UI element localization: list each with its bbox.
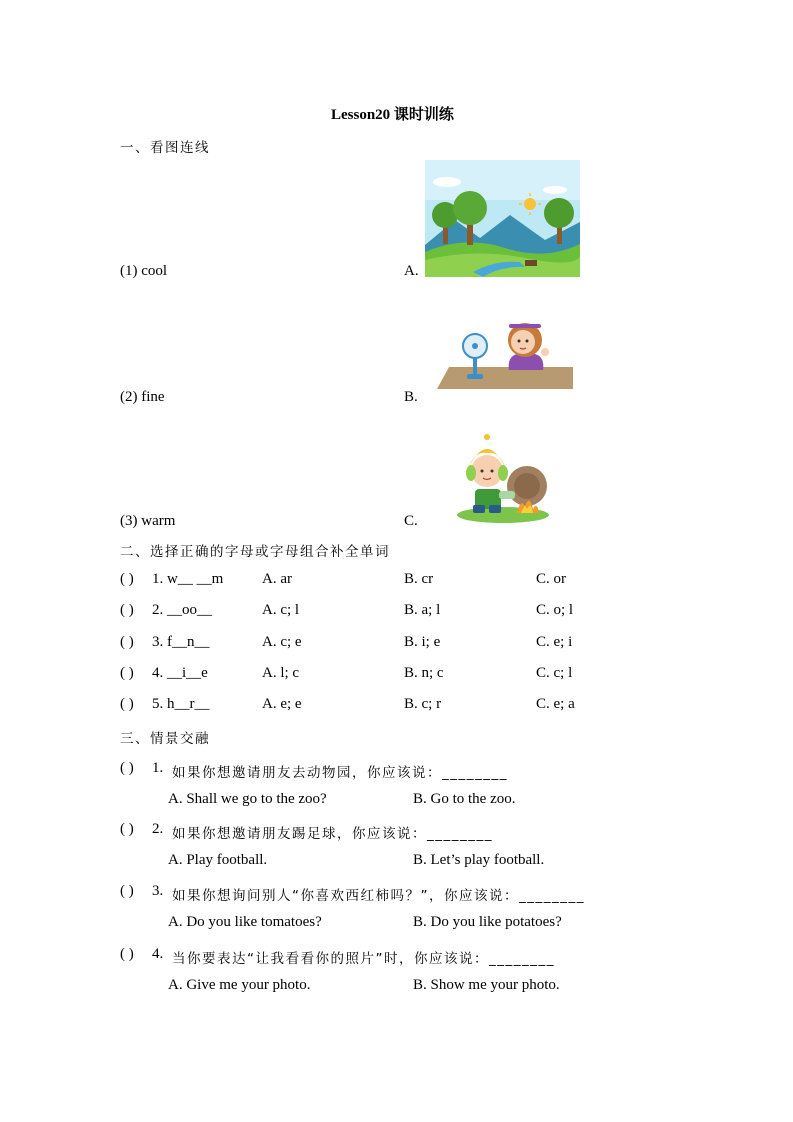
answer-bracket[interactable]: ( ) [120,760,134,776]
question-text: 3. f__n__ [152,634,210,650]
question-text: 1. w__ __m [152,571,224,587]
question-text: 如果你想询问别人“你喜欢西红柿吗？”，你应该说：________ [172,888,585,904]
question-text: 4. __i__e [152,665,208,681]
question-text: 如果你想邀请朋友去动物园，你应该说：________ [172,765,508,781]
answer-bracket[interactable]: ( ) [120,602,134,618]
answer-bracket[interactable]: ( ) [120,665,134,681]
option-a: A. Give me your photo. [168,977,311,993]
option-c: C. or [536,571,566,587]
match-right-a: A. [404,263,419,279]
option-a: A. Play football. [168,852,268,868]
option-b: B. Show me your photo. [413,977,560,993]
girl-with-fan-image [437,312,573,389]
page-title: Lesson20 课时训练 [331,107,454,123]
section2-heading: 二、选择正确的字母或字母组合补全单词 [120,544,390,560]
option-b: B. c; r [404,696,442,712]
question-number: 1. [152,760,164,776]
question-text: 5. h__r__ [152,696,210,712]
question-text: 如果你想邀请朋友踢足球，你应该说：________ [172,826,493,842]
question-number: 4. [152,946,164,962]
match-left-1: (1) cool [120,263,168,279]
option-a: A. e; e [262,696,302,712]
answer-bracket[interactable]: ( ) [120,696,134,712]
question-number: 2. [152,821,164,837]
section1-heading: 一、看图连线 [120,140,210,156]
option-a: A. Do you like tomatoes? [168,914,322,930]
option-b: B. cr [404,571,434,587]
section3-heading: 三、情景交融 [120,731,210,747]
option-a: A. c; e [262,634,302,650]
option-b: B. n; c [404,665,444,681]
answer-bracket[interactable]: ( ) [120,946,134,962]
option-a: A. Shall we go to the zoo? [168,791,327,807]
answer-bracket[interactable]: ( ) [120,821,134,837]
match-right-b: B. [404,389,418,405]
option-b: B. a; l [404,602,441,618]
answer-bracket[interactable]: ( ) [120,571,134,587]
option-b: B. Let’s play football. [413,852,545,868]
option-b: B. i; e [404,634,441,650]
option-a: A. l; c [262,665,300,681]
boy-by-fire-image [455,431,549,523]
question-number: 3. [152,883,164,899]
question-text: 当你要表达“让我看看你的照片”时，你应该说：________ [172,951,555,967]
option-b: B. Go to the zoo. [413,791,516,807]
answer-bracket[interactable]: ( ) [120,634,134,650]
match-left-2: (2) fine [120,389,165,405]
question-text: 2. __oo__ [152,602,212,618]
option-c: C. o; l [536,602,574,618]
park-scene-image [425,160,580,277]
option-c: C. e; i [536,634,573,650]
answer-bracket[interactable]: ( ) [120,883,134,899]
option-c: C. c; l [536,665,573,681]
match-right-c: C. [404,513,418,529]
option-a: A. c; l [262,602,300,618]
option-a: A. ar [262,571,292,587]
match-left-3: (3) warm [120,513,176,529]
option-b: B. Do you like potatoes? [413,914,562,930]
option-c: C. e; a [536,696,575,712]
